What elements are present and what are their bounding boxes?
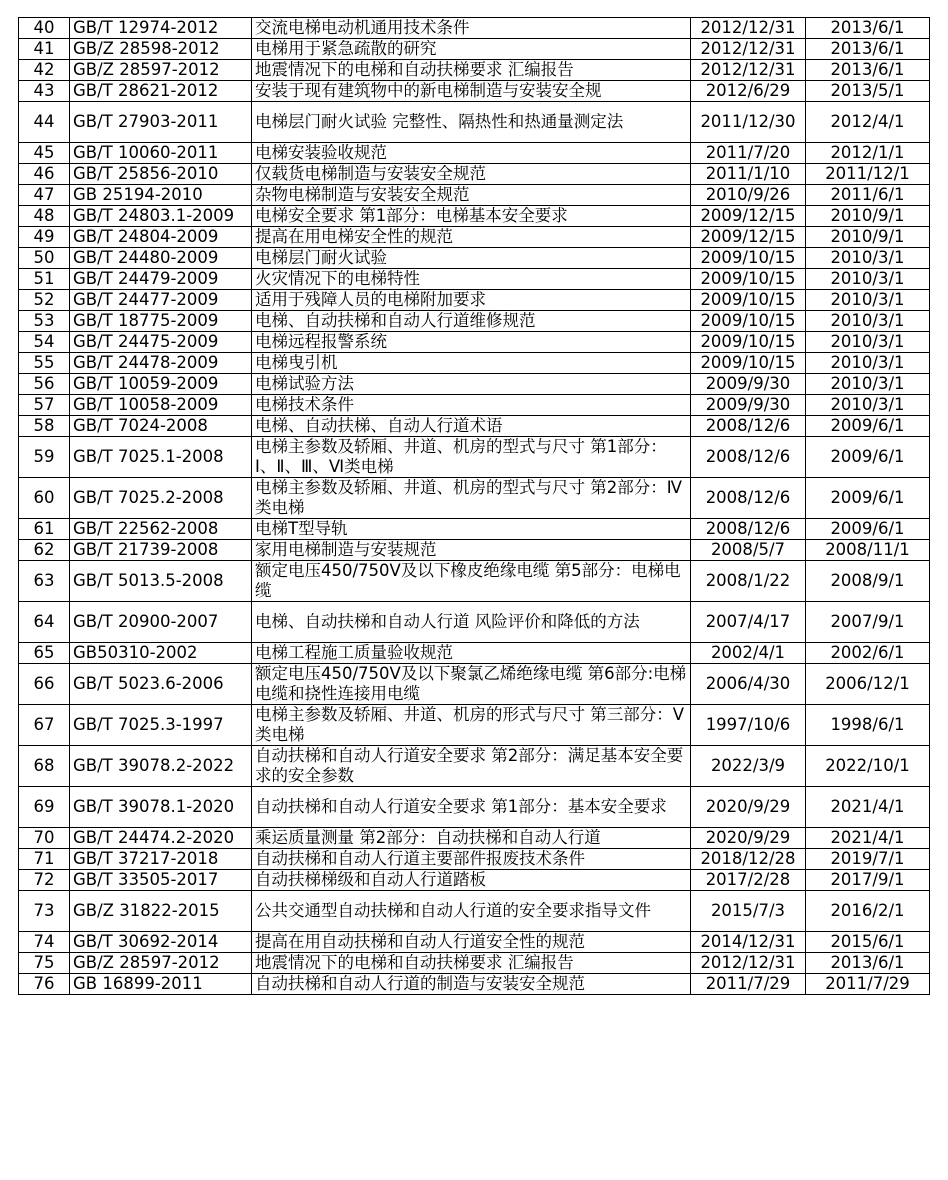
table-row (19, 374, 930, 395)
row-number: 74 (19, 932, 70, 953)
effective-date: 2010/3/1 (806, 395, 930, 416)
standard-title: 火灾情况下的电梯特性 (252, 269, 691, 290)
standard-title: 交流电梯电动机通用技术条件 (252, 18, 691, 39)
standard-title: 电梯主参数及轿厢、井道、机房的型式与尺寸 第2部分：Ⅳ类电梯 (252, 478, 691, 519)
row-number: 64 (19, 602, 70, 643)
effective-date: 2012/4/1 (806, 102, 930, 143)
table-row (19, 143, 930, 164)
table-row (19, 206, 930, 227)
standard-code: GB/T 30692-2014 (70, 932, 252, 953)
effective-date: 2022/10/1 (806, 746, 930, 787)
table-row (19, 18, 930, 39)
table-row (19, 332, 930, 353)
table-row (19, 643, 930, 664)
standard-code: GB/T 10059-2009 (70, 374, 252, 395)
table-row (19, 478, 930, 519)
issue-date: 2012/12/31 (691, 60, 806, 81)
standard-code: GB/T 18775-2009 (70, 311, 252, 332)
effective-date: 2013/5/1 (806, 81, 930, 102)
effective-date: 2017/9/1 (806, 870, 930, 891)
row-number: 47 (19, 185, 70, 206)
issue-date: 2009/12/15 (691, 206, 806, 227)
standard-code: GB/T 7025.3-1997 (70, 705, 252, 746)
row-number: 53 (19, 311, 70, 332)
row-number: 48 (19, 206, 70, 227)
standard-title: 电梯安装验收规范 (252, 143, 691, 164)
row-number: 41 (19, 39, 70, 60)
standard-title: 自动扶梯梯级和自动人行道踏板 (252, 870, 691, 891)
effective-date: 2013/6/1 (806, 39, 930, 60)
standard-title: 提高在用电梯安全性的规范 (252, 227, 691, 248)
effective-date: 2009/6/1 (806, 437, 930, 478)
effective-date: 2009/6/1 (806, 519, 930, 540)
standard-code: GB/T 5023.6-2006 (70, 664, 252, 705)
effective-date: 2007/9/1 (806, 602, 930, 643)
standard-title: 电梯主参数及轿厢、井道、机房的型式与尺寸 第1部分：Ⅰ、Ⅱ、Ⅲ、Ⅵ类电梯 (252, 437, 691, 478)
row-number: 75 (19, 953, 70, 974)
table-row (19, 185, 930, 206)
standard-title: 家用电梯制造与安装规范 (252, 540, 691, 561)
issue-date: 2014/12/31 (691, 932, 806, 953)
issue-date: 2009/10/15 (691, 311, 806, 332)
standard-title: 自动扶梯和自动人行道安全要求 第2部分：满足基本安全要求的安全参数 (252, 746, 691, 787)
effective-date: 2011/6/1 (806, 185, 930, 206)
table-row (19, 102, 930, 143)
standard-title: 提高在用自动扶梯和自动人行道安全性的规范 (252, 932, 691, 953)
standard-code: GB/Z 28597-2012 (70, 953, 252, 974)
table-row (19, 81, 930, 102)
standard-title: 电梯层门耐火试验 (252, 248, 691, 269)
row-number: 52 (19, 290, 70, 311)
table-row (19, 705, 930, 746)
row-number: 50 (19, 248, 70, 269)
row-number: 44 (19, 102, 70, 143)
issue-date: 2011/1/10 (691, 164, 806, 185)
standard-title: 公共交通型自动扶梯和自动人行道的安全要求指导文件 (252, 891, 691, 932)
effective-date: 2006/12/1 (806, 664, 930, 705)
table-row (19, 828, 930, 849)
standards-table (18, 17, 930, 995)
issue-date: 2020/9/29 (691, 828, 806, 849)
row-number: 71 (19, 849, 70, 870)
table-row (19, 164, 930, 185)
issue-date: 2002/4/1 (691, 643, 806, 664)
effective-date: 2010/3/1 (806, 311, 930, 332)
standard-title: 自动扶梯和自动人行道的制造与安装安全规范 (252, 974, 691, 995)
standard-code: GB/T 7025.1-2008 (70, 437, 252, 478)
effective-date: 2010/3/1 (806, 374, 930, 395)
standard-code: GB/T 33505-2017 (70, 870, 252, 891)
issue-date: 2009/10/15 (691, 332, 806, 353)
effective-date: 2010/3/1 (806, 290, 930, 311)
issue-date: 2008/12/6 (691, 519, 806, 540)
issue-date: 2017/2/28 (691, 870, 806, 891)
standard-code: GB/T 27903-2011 (70, 102, 252, 143)
row-number: 59 (19, 437, 70, 478)
standard-code: GB/T 24480-2009 (70, 248, 252, 269)
standard-code: GB/T 24804-2009 (70, 227, 252, 248)
standard-code: GB/T 10058-2009 (70, 395, 252, 416)
issue-date: 2018/12/28 (691, 849, 806, 870)
standard-code: GB/T 10060-2011 (70, 143, 252, 164)
effective-date: 2013/6/1 (806, 18, 930, 39)
standard-code: GB50310-2002 (70, 643, 252, 664)
table-row (19, 932, 930, 953)
standard-code: GB/T 28621-2012 (70, 81, 252, 102)
standard-code: GB/T 39078.2-2022 (70, 746, 252, 787)
table-row (19, 602, 930, 643)
standard-code: GB/T 22562-2008 (70, 519, 252, 540)
row-number: 42 (19, 60, 70, 81)
effective-date: 2013/6/1 (806, 60, 930, 81)
standard-code: GB/Z 28597-2012 (70, 60, 252, 81)
effective-date: 2010/3/1 (806, 332, 930, 353)
table-row (19, 664, 930, 705)
effective-date: 2010/9/1 (806, 227, 930, 248)
standard-title: 电梯、自动扶梯、自动人行道术语 (252, 416, 691, 437)
standard-title: 自动扶梯和自动人行道安全要求 第1部分：基本安全要求 (252, 787, 691, 828)
row-number: 40 (19, 18, 70, 39)
table-row (19, 974, 930, 995)
issue-date: 2015/7/3 (691, 891, 806, 932)
table-row (19, 227, 930, 248)
row-number: 56 (19, 374, 70, 395)
row-number: 49 (19, 227, 70, 248)
standard-code: GB/T 24803.1-2009 (70, 206, 252, 227)
issue-date: 2009/12/15 (691, 227, 806, 248)
table-row (19, 395, 930, 416)
standard-title: 地震情况下的电梯和自动扶梯要求 汇编报告 (252, 953, 691, 974)
issue-date: 2009/9/30 (691, 395, 806, 416)
table-row (19, 849, 930, 870)
row-number: 43 (19, 81, 70, 102)
standard-code: GB/T 20900-2007 (70, 602, 252, 643)
standard-title: 电梯主参数及轿厢、井道、机房的形式与尺寸 第三部分：Ⅴ类电梯 (252, 705, 691, 746)
table-row (19, 353, 930, 374)
issue-date: 2009/10/15 (691, 248, 806, 269)
effective-date: 2011/7/29 (806, 974, 930, 995)
standard-title: 电梯曳引机 (252, 353, 691, 374)
table-row (19, 891, 930, 932)
standard-title: 电梯安全要求 第1部分：电梯基本安全要求 (252, 206, 691, 227)
row-number: 46 (19, 164, 70, 185)
effective-date: 2009/6/1 (806, 416, 930, 437)
standard-code: GB 16899-2011 (70, 974, 252, 995)
effective-date: 2021/4/1 (806, 828, 930, 849)
standard-code: GB/Z 31822-2015 (70, 891, 252, 932)
effective-date: 2010/3/1 (806, 353, 930, 374)
standard-code: GB 25194-2010 (70, 185, 252, 206)
standard-title: 额定电压450/750V及以下橡皮绝缘电缆 第5部分：电梯电缆 (252, 561, 691, 602)
standard-title: 电梯层门耐火试验 完整性、隔热性和热通量测定法 (252, 102, 691, 143)
row-number: 54 (19, 332, 70, 353)
row-number: 51 (19, 269, 70, 290)
issue-date: 2009/10/15 (691, 353, 806, 374)
row-number: 66 (19, 664, 70, 705)
table-row (19, 290, 930, 311)
standard-title: 适用于残障人员的电梯附加要求 (252, 290, 691, 311)
table-row (19, 269, 930, 290)
row-number: 63 (19, 561, 70, 602)
issue-date: 2011/7/20 (691, 143, 806, 164)
row-number: 62 (19, 540, 70, 561)
table-row (19, 519, 930, 540)
issue-date: 2009/10/15 (691, 269, 806, 290)
standard-code: GB/T 24474.2-2020 (70, 828, 252, 849)
standard-code: GB/T 24479-2009 (70, 269, 252, 290)
row-number: 67 (19, 705, 70, 746)
standard-title: 地震情况下的电梯和自动扶梯要求 汇编报告 (252, 60, 691, 81)
row-number: 76 (19, 974, 70, 995)
row-number: 70 (19, 828, 70, 849)
standard-code: GB/T 25856-2010 (70, 164, 252, 185)
table-row (19, 953, 930, 974)
issue-date: 2009/10/15 (691, 290, 806, 311)
row-number: 69 (19, 787, 70, 828)
effective-date: 2008/9/1 (806, 561, 930, 602)
standard-title: 电梯用于紧急疏散的研究 (252, 39, 691, 60)
row-number: 61 (19, 519, 70, 540)
table-row (19, 870, 930, 891)
effective-date: 2021/4/1 (806, 787, 930, 828)
standard-code: GB/Z 28598-2012 (70, 39, 252, 60)
issue-date: 2020/9/29 (691, 787, 806, 828)
issue-date: 2008/1/22 (691, 561, 806, 602)
row-number: 73 (19, 891, 70, 932)
table-row (19, 311, 930, 332)
issue-date: 2011/12/30 (691, 102, 806, 143)
standard-title: 乘运质量测量 第2部分：自动扶梯和自动人行道 (252, 828, 691, 849)
row-number: 57 (19, 395, 70, 416)
standard-title: 电梯技术条件 (252, 395, 691, 416)
issue-date: 2012/12/31 (691, 18, 806, 39)
table-row (19, 787, 930, 828)
effective-date: 2012/1/1 (806, 143, 930, 164)
standard-code: GB/T 24475-2009 (70, 332, 252, 353)
standard-title: 额定电压450/750V及以下聚氯乙烯绝缘电缆 第6部分:电梯电缆和挠性连接用电缆 (252, 664, 691, 705)
issue-date: 2008/12/6 (691, 437, 806, 478)
issue-date: 2010/9/26 (691, 185, 806, 206)
issue-date: 2012/12/31 (691, 39, 806, 60)
issue-date: 2006/4/30 (691, 664, 806, 705)
effective-date: 2011/12/1 (806, 164, 930, 185)
effective-date: 2015/6/1 (806, 932, 930, 953)
row-number: 60 (19, 478, 70, 519)
standard-title: 电梯试验方法 (252, 374, 691, 395)
issue-date: 2022/3/9 (691, 746, 806, 787)
table-row (19, 437, 930, 478)
issue-date: 2012/12/31 (691, 953, 806, 974)
standard-title: 杂物电梯制造与安装安全规范 (252, 185, 691, 206)
issue-date: 2009/9/30 (691, 374, 806, 395)
standard-code: GB/T 5013.5-2008 (70, 561, 252, 602)
row-number: 65 (19, 643, 70, 664)
issue-date: 2008/5/7 (691, 540, 806, 561)
effective-date: 2013/6/1 (806, 953, 930, 974)
table-row (19, 60, 930, 81)
standard-code: GB/T 12974-2012 (70, 18, 252, 39)
table-row (19, 746, 930, 787)
table-row (19, 561, 930, 602)
effective-date: 1998/6/1 (806, 705, 930, 746)
row-number: 72 (19, 870, 70, 891)
effective-date: 2010/3/1 (806, 248, 930, 269)
effective-date: 2010/3/1 (806, 269, 930, 290)
standard-title: 电梯、自动扶梯和自动人行道维修规范 (252, 311, 691, 332)
standard-code: GB/T 24477-2009 (70, 290, 252, 311)
standard-code: GB/T 7024-2008 (70, 416, 252, 437)
standard-code: GB/T 37217-2018 (70, 849, 252, 870)
table-body (19, 18, 930, 995)
issue-date: 2007/4/17 (691, 602, 806, 643)
standard-title: 仅载货电梯制造与安装安全规范 (252, 164, 691, 185)
table-row (19, 248, 930, 269)
table-row (19, 416, 930, 437)
effective-date: 2002/6/1 (806, 643, 930, 664)
effective-date: 2009/6/1 (806, 478, 930, 519)
issue-date: 2011/7/29 (691, 974, 806, 995)
issue-date: 1997/10/6 (691, 705, 806, 746)
row-number: 68 (19, 746, 70, 787)
standard-title: 电梯T型导轨 (252, 519, 691, 540)
row-number: 58 (19, 416, 70, 437)
row-number: 45 (19, 143, 70, 164)
standard-title: 电梯、自动扶梯和自动人行道 风险评价和降低的方法 (252, 602, 691, 643)
standard-title: 电梯工程施工质量验收规范 (252, 643, 691, 664)
standard-code: GB/T 21739-2008 (70, 540, 252, 561)
standard-title: 电梯远程报警系统 (252, 332, 691, 353)
effective-date: 2008/11/1 (806, 540, 930, 561)
standard-title: 安装于现有建筑物中的新电梯制造与安装安全规 (252, 81, 691, 102)
table-row (19, 39, 930, 60)
effective-date: 2019/7/1 (806, 849, 930, 870)
row-number: 55 (19, 353, 70, 374)
effective-date: 2016/2/1 (806, 891, 930, 932)
standard-code: GB/T 39078.1-2020 (70, 787, 252, 828)
issue-date: 2008/12/6 (691, 478, 806, 519)
issue-date: 2008/12/6 (691, 416, 806, 437)
standard-code: GB/T 24478-2009 (70, 353, 252, 374)
issue-date: 2012/6/29 (691, 81, 806, 102)
standard-code: GB/T 7025.2-2008 (70, 478, 252, 519)
standard-title: 自动扶梯和自动人行道主要部件报废技术条件 (252, 849, 691, 870)
effective-date: 2010/9/1 (806, 206, 930, 227)
table-row (19, 540, 930, 561)
